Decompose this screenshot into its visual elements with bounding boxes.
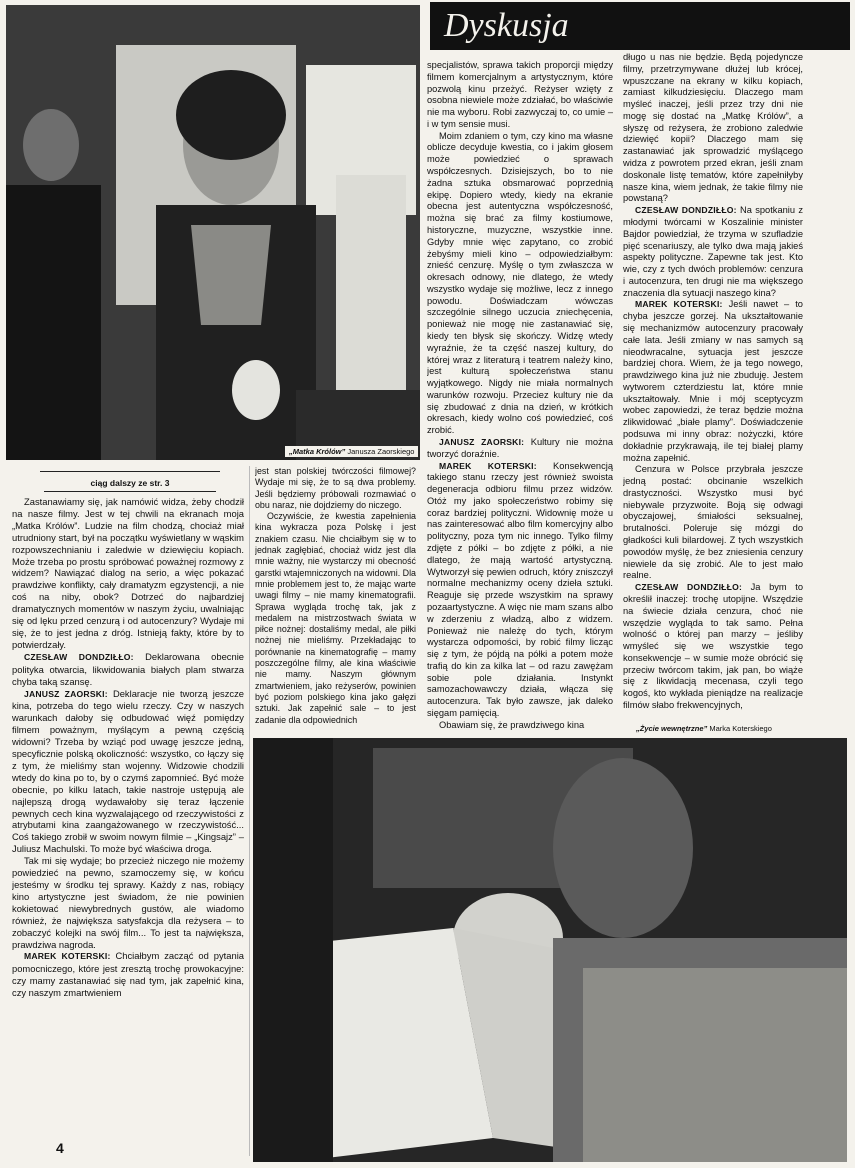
paragraph-text: Kultury nie można tworzyć doraźnie. [427, 437, 613, 459]
speaker-name: CZESŁAW DONDZIŁŁO: [635, 205, 737, 216]
paragraph [623, 205, 803, 299]
page-number: 4 [56, 1140, 64, 1156]
film-still-matka-krolow [6, 5, 420, 460]
film-still-zycie-wewnetrzne [253, 738, 847, 1162]
caption-film-title: „Życie wewnętrzne” [636, 724, 708, 733]
article-column-2 [255, 466, 416, 734]
paragraph-text: Na spotkaniu z młodymi twórcami w Koszalinie minister Bajdor powiedział, że trzyma w szufladzie pięć scenariuszy, ale tylko dwa mają jakieś aspekty polityczne. Zapewne tak jest. Kto wie, czy z tych dwóch problemów: cenzura i autocenzura, ten drugi nie ma większego znaczenia dla sytuacji naszego kina? [623, 205, 803, 298]
paragraph [12, 688, 244, 856]
paragraph-text: Ja bym to określił inaczej: trochę utopijne. Wszędzie na świecie działa cenzura, choć nie wszędzie wygląda to tak samo. Pełna wolność o której pan marzy – jeśliby wmyśleć się we wszystkie tego konsekwencje – w sumie może obrócić się przeciw twórcom takim, jak pan, bo wiąże się z likwidacją mecenasa, czyli tego kogoś, kto wykłada pieniądze na realizacje filmów słabo frekwencyjnych, [623, 582, 803, 710]
caption-credit: Janusza Zaorskiego [345, 447, 415, 456]
continuation-note: ciąg dalszy ze str. 3 [44, 478, 216, 492]
paragraph: Tak mi się wydaje; bo przecież niczego nie możemy powiedzieć na pewno, szamoczemy się, w końcu jesteśmy w środku tej sprawy. Każdy z nas, robiący kino artystyczne jest świadom, że nie powinien kokietować niewybrednych gustów, ale wiadomo również, że największa satysfakcja dla reżysera – to zobaczyć kolejki na swój film... To jest ta największa, prawdziwa nagroda. [12, 855, 244, 950]
caption-film-title: „Matka Królów” [289, 447, 346, 456]
caption-credit: Marka Koterskiego [707, 724, 772, 733]
article-column-3 [427, 60, 613, 732]
section-title: Dyskusja [430, 2, 850, 50]
speaker-name: CZESŁAW DONDZIŁŁO: [635, 582, 743, 593]
paragraph [12, 651, 244, 688]
paragraph-text: Chciałbym zacząć od pytania pomocniczego, które jest zresztą trochę prowokacyjne: czy mamy zastanawiać się nad tym, jak zapełnić kina, czy naszym zmartwieniem [12, 950, 244, 999]
paragraph [12, 950, 244, 999]
paragraph: Obawiam się, że prawdziwego kina [439, 719, 585, 730]
divider [40, 471, 220, 472]
speaker-name: CZESŁAW DONDZIŁŁO: [24, 651, 134, 662]
paragraph-text: Konsekwencją takiego stanu rzeczy jest również swoista degeneracja odbioru filmu przez widzów. Otóż my jako społeczeństwo robimy się coraz bardziej polityczni. Widownię może u nas zainteresować albo film komercyjny albo polityczny, poza tym nic innego. Tylko filmy zdjęte z półki – bo zdjęte z półki, a nie dlatego, że mają wartość artystyczną. Wytworzył się pewien odruch, który zniszczył normalne mechanizmy oceny dzieła sztuki. Reaguje się przede wszystkim na sprawy pozaartystyczne. A więc nie mam szans albo w zderzeniu z władzą, albo z widzem. Ponieważ nie należę do tych, którym wystarcza odpomości, by robić filmy licząc się z tym, że pójdą na półki a potem może trafią do kin za kilka lat – od razu zawężam sobie pole działania. Instynkt samozachowawczy działa, włącza się autocenzura. Tak było zawsze, jak daleko sięgam pamięcią. [427, 460, 613, 718]
paragraph: Cenzura w Polsce przybrała jeszcze jedną postać: obcinanie wszelkich drastyczności. Wszystko musi być niebywale przyzwoite. Boją się odwagi obyczajowej, śmiałości seksualnej, brutalności. Poleruje się mózgi do gładkości kuli bilardowej. Z tych wszystkich powodów myślę, że bez zniesienia cenzury niewiele da się zrobić. Ale to jest mało realne. [623, 464, 803, 581]
article-column-1 [12, 496, 244, 1154]
paragraph: długo u nas nie będzie. Będą pojedyncze filmy, przetrzymywane dłużej lub krócej, wpuszczane na ekrany w kilku kopiach, zamiast kilkudziesięciu. Dlaczego mam myśleć inaczej, jeśli przez trzy dni nie mogę się dostać na „Matkę Królów”, a słyszę od reżysera, że zrobiono zaledwie dziewięć kopii? Dlaczego mam się zastanawiać jak sprowadzić myślącego widza z powrotem przed ekran, jeśli znam doskonale listę tematów, które zapełniłyby nasze kina, wiem jednak, że takie filmy nie powstaną? [623, 52, 803, 204]
article-column-4 [623, 52, 803, 712]
speaker-name: JANUSZ ZAORSKI: [439, 437, 525, 447]
paragraph: Moim zdaniem o tym, czy kino ma własne oblicze decyduje kwestia, co i jakim głosem może powiedzieć o sprawach współczesnych. Dzisiejszych, bo to nie żadna sztuka obsmarować poprzednią ekipę. Dopiero wtedy, kiedy na ekranie obecna jest autentyczna współczesność, można się brać za filmy kostiumowe, historyczne, muzyczne, wszystkie inne. Gdyby mnie więc zapytano, co zrobić żebyśmy mieli kino – odpowiedziałbym: znieść cenzurę. Myślę o tym zwłaszcza w okresach odnowy, nie dlatego, że wtedy wszystko wydaje się możliwe, lecz z innego powodu. Doświadczam wówczas szczególnie silnego uczucia zniechęcenia, ponieważ nie mogę nie zastanawiać się, kiedy ten błysk się skończy. Widzę wtedy wyraźnie, że ta część naszej kultury, do której wraz z literaturą i teatrem należy kino, jest kulturą społeczeństwa stanu wyjątkowego. Nigdy nie miała normalnych warunków rozwoju. Przeciez kultury nie da się zbudować z dnia na dzień, w krótkich okresach, kiedy wolno coś powiedzieć, coś zrobić. [427, 130, 613, 436]
speaker-name: JANUSZ ZAORSKI: [24, 688, 108, 699]
paragraph-text: Deklarowana obecnie polityka otwarcia, likwidowania białych plam stwarza chyba taką szansę. [12, 650, 244, 687]
paragraph: Oczywiście, że kwestia zapełnienia kina wykracza poza Polskę i jest znakiem czasu. Nie chciałbym się w to jednak zagłębiać, chociaż widz jest dla mnie ważny, nie wystarczy mi obecność garstki wtajemniczonych na widowni. Dla mnie problemem jest to, że mając warte uwagi filmy – nie mamy kinematografii. Sprawa wygląda trochę tak, jak z medalem na mistrzostwach świata w piłce nożnej: dostaliśmy medal, ale piłki nożnej nie mieliśmy. Przekładając to porównanie na kinematografię – mamy poszczególne filmy, ale kina właściwie nie mamy. Naszym głównym zmartwieniem, jako reżyserów, powinien być poziom polskiego kina jako gałęzi sztuki. Jak zapełnić sale – to jest zadanie dla odpowiednich [255, 511, 416, 725]
paragraph-text: Deklaracje nie tworzą jeszcze kina, potrzeba do tego wielu rzeczy. Czy w naszych warunkach dałoby się odbudować więź pomiędzy filmem poważnym, myślącym a pewną częścią widowni? Trzeba by wziąć pod uwagę jeszcze jedną, specyficznie polską okoliczność: wszystko, co łączy się z tym, że mieliśmy stan wojenny. Widzowie chodzili wtedy do kina po to, by o czymś zapomnieć. Być może obecnie, po kilku latach, takie nastroje ustępują ale najlepszą drogą wydawałoby się teraz łączenie pewnych cech kina wyzwalającego od rzeczywistości z atrybutami kina zaangażowanego w rzeczywistość... Coś takiego zrobił w swoim nowym filmie – „Kingsajz” – Juliusz Machulski. To może być właściwa droga. [12, 687, 244, 855]
paragraph: Zastanawiamy się, jak namówić widza, żeby chodził na nasze filmy. Jest w tej chwili na ekranach moja „Matka Królów”. Ludzie na film chodzą, chociaż miał utrudniony start, był na początku wyświetlany w wąskim rozpowszechnianiu i zaledwie w dziewięciu kopiach. Może trzeba po prostu spróbować poważnej rozmowy z widzem? Nawiązać dialog na serio, a więc pokazać prawdziwe konflikty, cały dramatyzm egzystencji, a nie coś na niby, obok? Dotrzeć do najbardziej dramatycznych momentów w naszym życiu, uwalniając się od lęku przed cenzurą i od autocenzury? Wydaje mi się, że to jest jedna z dróg. Istnieją fakty, które by to potwierdzały. [12, 496, 244, 650]
paragraph [427, 437, 613, 461]
paragraph: specjalistów, sprawa takich proporcji między filmem komercjalnym a artystycznym, które pozwolą kinu przeżyć. Reżyser wzięty z osobna niewiele może zdziałać, bo właściwie nie ma wyboru. Robi zazwyczaj to, co umie – i w tym sensie musi. [427, 60, 613, 129]
speaker-name: MAREK KOTERSKI: [635, 299, 723, 310]
photo-caption-top [285, 446, 418, 457]
paragraph: jest stan polskiej twórczości filmowej? Wydaje mi się, że to są dwa problemy. Jeśli będziemy próbowali rozmawiać o obu naraz, nie dojdziemy do niczego. [255, 466, 416, 510]
speaker-name: MAREK KOTERSKI: [24, 951, 111, 962]
paragraph-text: Jeśli nawet – to chyba jeszcze gorzej. Na ukształtowanie się mechanizmów autocenzury pracowały całe lata. Jeśli zmiany w nas samych są nieodwracalne, sytuacja jest jeszcze bardziej chora. Wiem, że ja tego nowego, prawdziwego kina już nie zbuduję. Jestem wytworem czterdziestu lat, które mnie ukształtowały. Mnie i mój sceptycyzm wobec zapowiedzi, że teraz będzie można zlikwidować „białe plamy”. Doświadczenie podsuwa mi inny obraz: nożyczki, które dokładnie przykrawają, ile tej białej plamy można zapełnić. [623, 299, 803, 463]
paragraph [623, 582, 803, 712]
paragraph [623, 299, 803, 464]
photo-caption-bottom [636, 724, 772, 733]
column-divider [249, 466, 250, 1156]
speaker-name: MAREK KOTERSKI: [439, 460, 537, 471]
paragraph [427, 461, 613, 720]
